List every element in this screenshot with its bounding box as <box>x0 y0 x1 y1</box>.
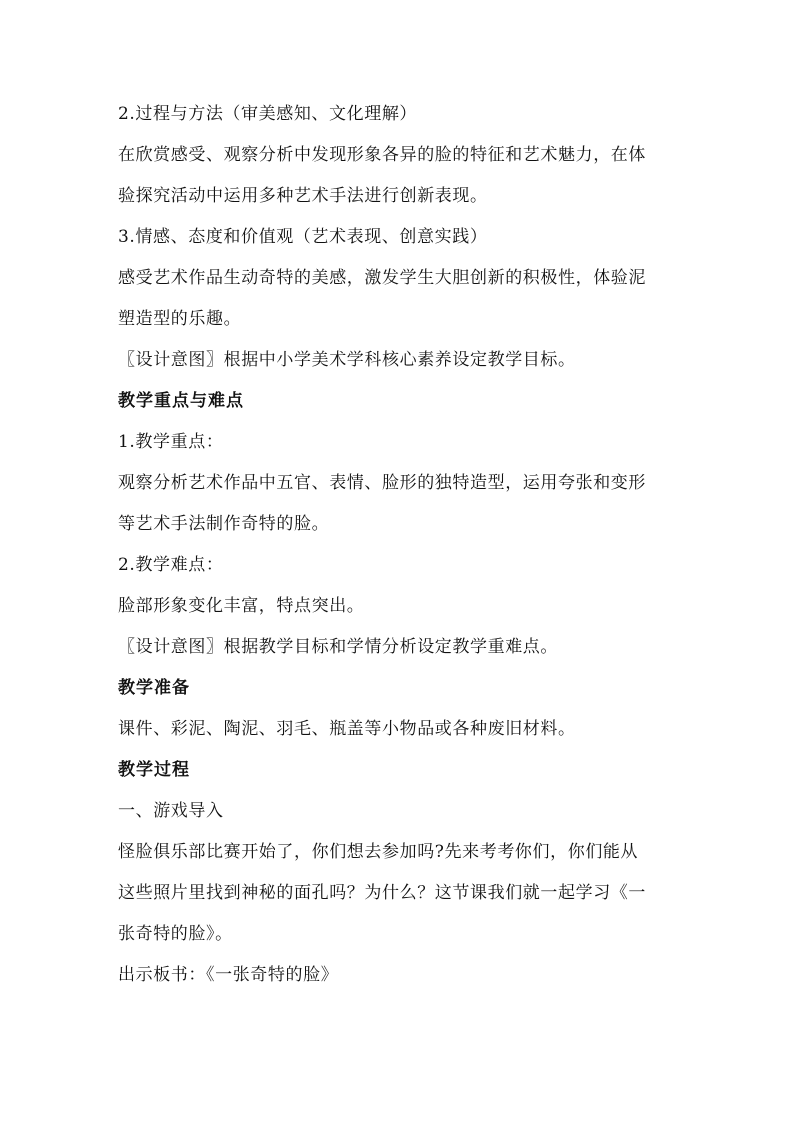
game-intro-text-line-2: 这些照片里找到神秘的面孔吗？为什么？这节课我们就一起学习《一 <box>118 883 646 903</box>
emotion-values-heading: 3.情感、态度和价值观（艺术表现、创意实践） <box>118 227 488 247</box>
key-point-text-line-1: 观察分析艺术作品中五官、表情、脸形的独特造型，运用夸张和变形 <box>118 473 646 493</box>
key-points-heading: 教学重点与难点 <box>118 391 244 411</box>
emotion-values-text-line-2: 塑造型的乐趣。 <box>118 309 242 329</box>
process-method-heading: 2.过程与方法（审美感知、文化理解） <box>118 104 418 124</box>
design-intent-key-points: 〖设计意图〗根据教学目标和学情分析设定教学重难点。 <box>118 637 558 657</box>
process-method-text-line-2: 验探究活动中运用多种艺术手法进行创新表现。 <box>118 186 488 206</box>
game-intro-text-line-1: 怪脸俱乐部比赛开始了，你们想去参加吗?先来考考你们，你们能从 <box>118 842 639 862</box>
process-method-text-line-1: 在欣赏感受、观察分析中发现形象各异的脸的特征和艺术魅力，在体 <box>118 145 646 165</box>
key-point-label: 1.教学重点： <box>118 432 224 452</box>
difficulty-label: 2.教学难点： <box>118 555 224 575</box>
game-intro-heading: 一、游戏导入 <box>118 801 224 821</box>
game-intro-text-line-3: 张奇特的脸》。 <box>118 924 233 944</box>
teaching-process-heading: 教学过程 <box>118 760 190 780</box>
key-point-text-line-2: 等艺术手法制作奇特的脸。 <box>118 514 330 534</box>
board-writing-line: 出示板书：《一张奇特的脸》 <box>118 965 339 985</box>
emotion-values-text-line-1: 感受艺术作品生动奇特的美感，激发学生大胆创新的积极性，体验泥 <box>118 268 646 288</box>
preparation-heading: 教学准备 <box>118 678 190 698</box>
design-intent-objectives: 〖设计意图〗根据中小学美术学科核心素养设定教学目标。 <box>118 350 576 370</box>
difficulty-text: 脸部形象变化丰富，特点突出。 <box>118 596 365 616</box>
preparation-text: 课件、彩泥、陶泥、羽毛、瓶盖等小物品或各种废旧材料。 <box>118 719 576 739</box>
